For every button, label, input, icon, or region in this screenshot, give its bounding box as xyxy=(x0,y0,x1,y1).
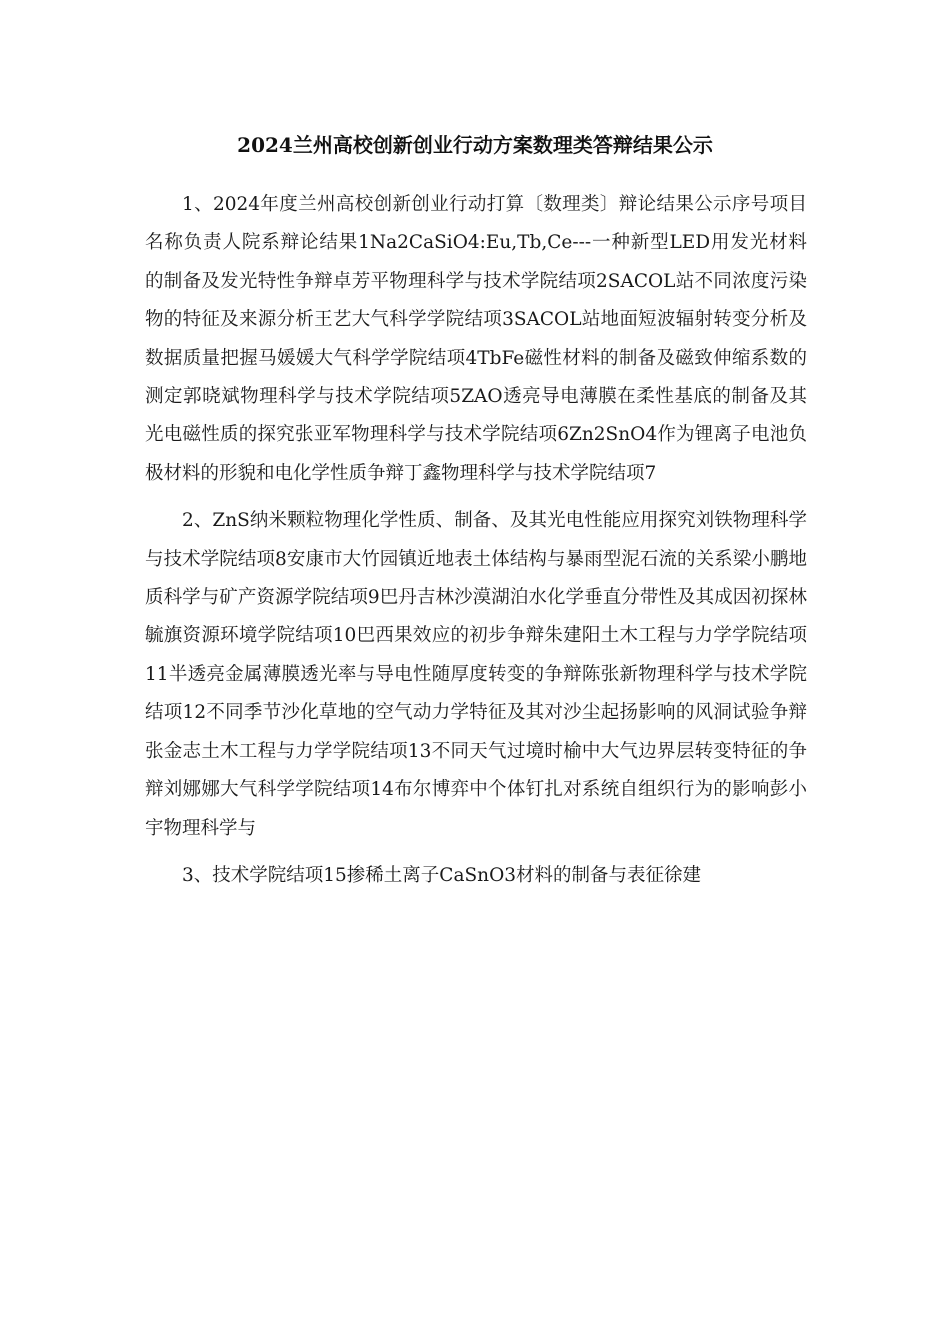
paragraph-3: 3、技术学院结项15掺稀土离子CaSnO3材料的制备与表征徐建 xyxy=(182,864,702,886)
paragraph-2: 2、ZnS纳米颗粒物理化学性质、制备、及其光电性能应用探究刘铁物理科学与技术学院结项8安康市大竹园镇近地表土体结构与暴雨型泥石流的关系梁小鹏地质科学与矿产资源学院结项9巴丹吉林沙漠湖泊水化学垂直分带性及其成因初探林毓旗资源环境学院结项10巴西果效应的初步争辩朱建阳土木工程与力学学院结项11半透亮金属薄膜透光率与导电性随厚度转变的争辩陈张新物理科学与技术学院结项12不同季节沙化草地的空气动力学特征及其对沙尘起扬影响的风洞试验争辩张金志土木工程与力学学院结项13不同天气过境时榆中大气边界层转变特征的争辩刘娜娜大气科学学院结项14布尔博弈中个体钉扎对系统自组织行为的影响彭小宇物理科学与 xyxy=(145,510,807,839)
paragraph-1: 1、2024年度兰州高校创新创业行动打算〔数理类〕辩论结果公示序号项目名称负责人院系辩论结果1Na2CaSiO4:Eu,Tb,Ce---一种新型LED用发光材料的制备及发光特性争辩卓芳平物理科学与技术学院结项2SACOL站不同浓度污染物的特征及来源分析王艺大气科学学院结项3SACOL站地面短波辐射转变分析及数据质量把握马媛媛大气科学学院结项4TbFe磁性材料的制备及磁致伸缩系数的测定郭晓斌物理科学与技术学院结项5ZAO透亮导电薄膜在柔性基底的制备及其光电磁性质的探究张亚军物理科学与技术学院结项6Zn2SnO4作为锂离子电池负极材料的形貌和电化学性质争辩丁鑫物理科学与技术学院结项7 xyxy=(145,194,807,484)
document-body xyxy=(145,186,807,904)
document-title: 2024兰州高校创新创业行动方案数理类答辩结果公示 xyxy=(237,133,713,157)
